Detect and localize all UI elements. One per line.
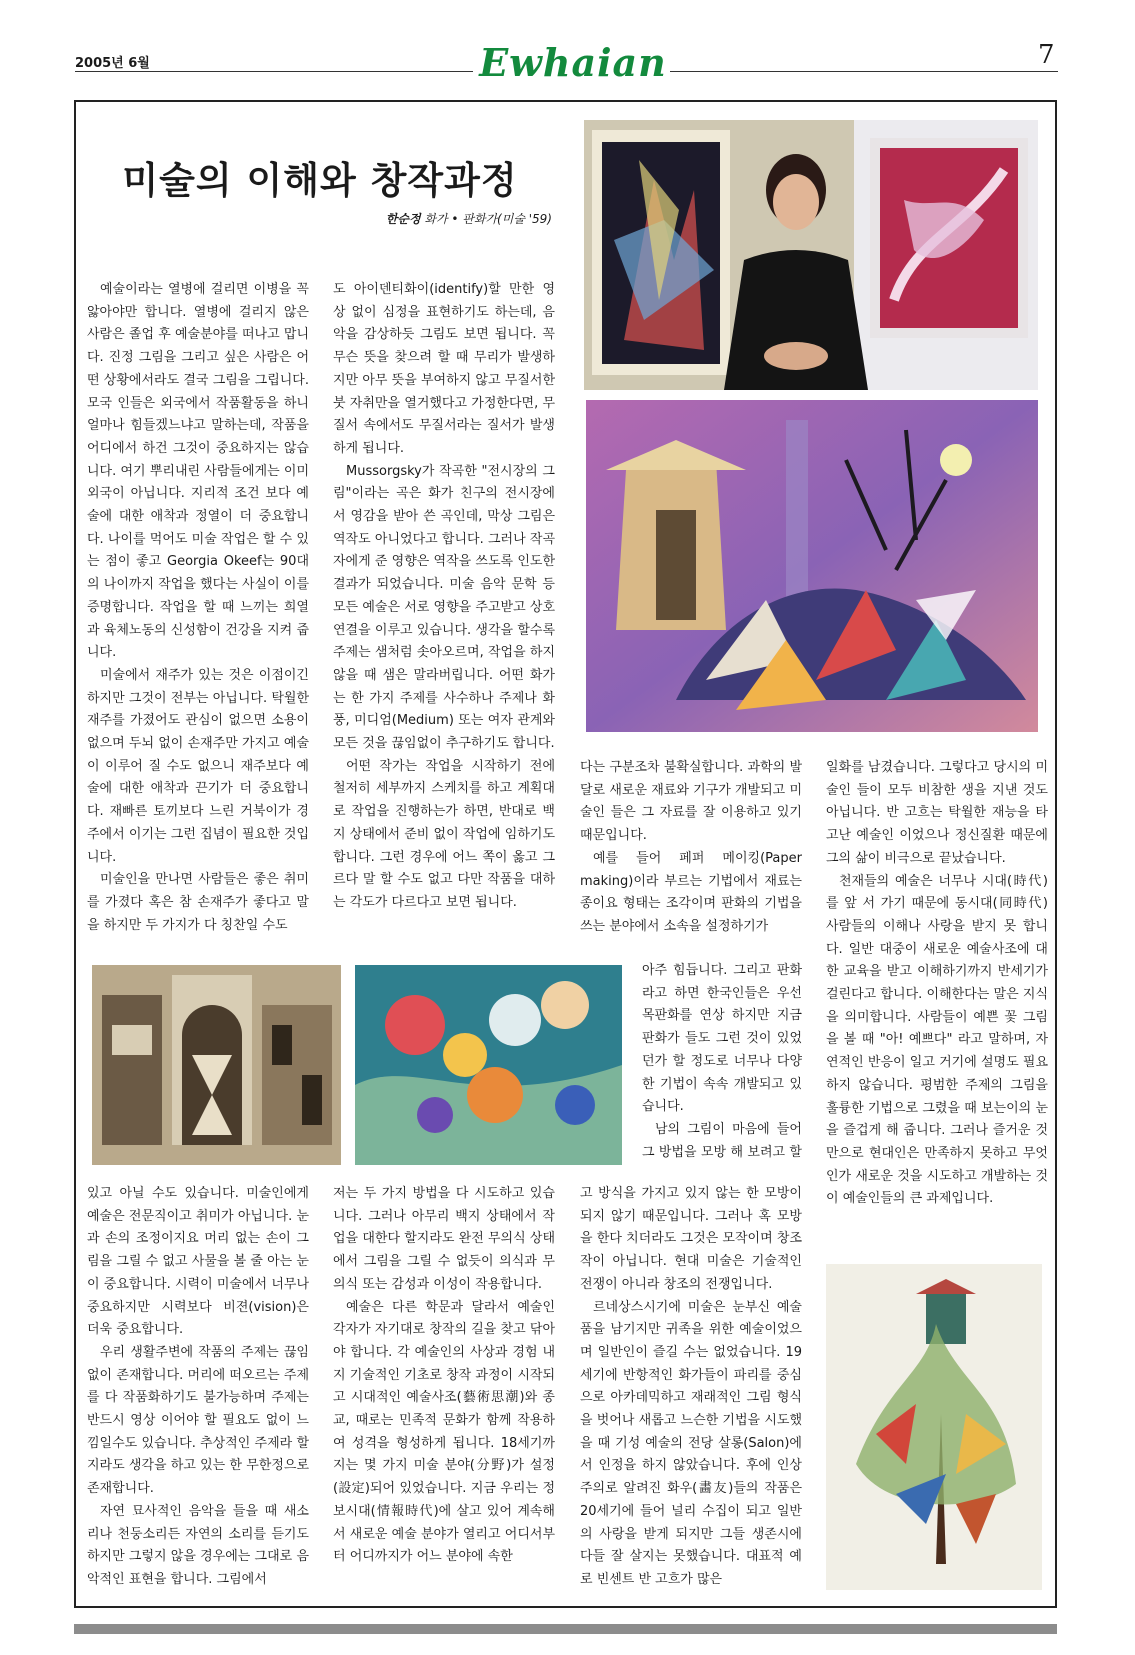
text-column-1-bottom	[87, 1183, 309, 1591]
paragraph: 다는 구분조차 불확실합니다. 과학의 발달로 새로운 재료와 기구가 개발되고 미술인 들은 그 자료를 잘 이용하고 있기 때문입니다.	[580, 760, 802, 844]
masthead-logo: Ewhaian	[479, 40, 667, 85]
text-column-2-top	[333, 279, 555, 937]
paragraph: 어떤 작가는 작업을 시작하기 전에 철저히 세부까지 스케치를 하고 계획대로 작업을 진행하는가 하면, 반대로 백지 상태에서 준비 없이 작업에 임하기도 합니다. 그런 경우에 어느 쪽이 옳고 그르다 말 할 수도 없고 다만 작품을 대하는 각도가 다르다고 보면 됩니다.	[333, 758, 555, 910]
paragraph: 예술은 다른 학문과 달라서 예술인 각자가 자기대로 창작의 길을 찾고 닦아야 합니다. 각 예술인의 사상과 경험 내지 기술적인 기초로 창작 과정이 시작되고 시대적인 예술사조(藝術思潮)와 종교, 때로는 민족적 문화가 함께 작용하여 성격을 형성하게 됩니다. 18세기까지는 몇 가지 미술 분야(分野)가 설정(設定)되어 있었습니다. 지금 우리는 정보시대(情報時代)에 살고 있어 계속해서 새로운 예술 분야가 열리고 어디서부터 어디까지가 어느 분야에 속한	[333, 1299, 555, 1565]
paragraph: 예술이라는 열병에 걸리면 이병을 꼭 앓아야만 합니다. 열병에 걸리지 않은 사람은 졸업 후 예술분야를 떠나고 맙니다. 진정 그림을 그리고 싶은 사람은 어떤 상황에서라도 결국 그림을 그립니다. 모국 인들은 외국에서 작품활동을 하니 얼마나 힘들겠느냐고 말하는데, 작품을 어디에서 하건 그것이 중요하지는 않습니다. 여기 뿌리내린 사람들에게는 이미 외국이 아닙니다. 지리적 조건 보다 예술에 대한 애착과 정열이 더 중요합니다. 나이를 먹어도 미술 작업은 할 수 있는 점이 좋고 Georgia Okeef는 90대의 나이까지 작업을 했다는 사실이 이를 증명합니다. 작업을 할 때 느끼는 희열과 육체노동의 신성함이 건강을 지켜 줍니다.	[87, 282, 309, 661]
paragraph: 아주 힘듭니다. 그리고 판화라고 하면 한국인들은 우선 목판화를 연상 하지만 지금 판화가 들도 그런 것이 있었던가 할 정도로 너무나 다양한 기법이 속속 개발되고 있습니다.	[642, 963, 802, 1115]
paragraph: 자연 묘사적인 음악을 들을 때 새소리나 천둥소리든 자연의 소리를 듣기도 하지만 그렇지 않을 경우에는 그대로 음악적인 표현을 합니다. 그림에서	[87, 1503, 309, 1587]
text-column-3-top	[580, 757, 802, 960]
paragraph: 도 아이덴티화이(identify)할 만한 영상 없이 심정을 표현하기도 하는데, 음악을 감상하듯 그림도 보면 됩니다. 꼭 무슨 뜻을 찾으려 할 때 무리가 발생하지만 아무 뜻을 부여하지 않고 무질서한 붓 자취만을 열거했다고 가정한다면, 무질서 속에서도 무질서라는 질서가 발생하게 됩니다.	[333, 282, 555, 456]
paragraph: 일화를 남겼습니다. 그렇다고 당시의 미술인 들이 모두 비참한 생을 지낸 것도 아닙니다. 반 고흐는 탁월한 재능을 타고난 예술인 이었으나 정신질환 때문에 그의 삶이 비극으로 끝났습니다.	[826, 760, 1048, 866]
text-column-1-top	[87, 279, 309, 937]
abstract-print	[355, 965, 622, 1165]
footer-bar	[74, 1624, 1057, 1634]
byline	[300, 210, 552, 227]
paragraph: 우리 생활주변에 작품의 주제는 끊임없이 존재합니다. 머리에 떠오르는 주제를 다 작품화하기도 불가능하며 주제는 반드시 영상 이어야 할 필요도 없이 느낌일수도 있습니다. 추상적인 주제라 할지라도 생각을 하고 있는 한 무한정으로 존재합니다.	[87, 1344, 309, 1497]
page-number: 7	[1038, 40, 1055, 70]
paragraph: 예를 들어 페퍼 메이킹(Paper making)이라 부르는 기법에서 재료는 종이요 형태는 조각이며 판화의 기법을 쓰는 분야에서 소속을 설정하기가	[580, 850, 802, 934]
paragraph: 천재들의 예술은 너무나 시대(時代)를 앞 서 가기 때문에 동시대(同時代) 사람들의 이해나 사랑을 받지 못 합니다. 일반 대중이 새로운 예술사조에 대한 교육을 받고 이해하기까지 반세기가 걸린다고 합니다. 이해한다는 말은 지식을 의미합니다. 사람들이 예쁜 꽃 그림을 볼 때 "아! 예쁘다" 라고 말하며, 자연적인 반응이 일고 거기에 설명도 필요하지 않습니다. 평범한 주제의 그림을 훌륭한 기법으로 그렸을 때 보는이의 눈을 즐겁게 해 줍니다. 그러나 즐거운 것만으로 현대인은 만족하지 못하고 무엇인가 새로운 것을 시도하고 개발하는 것이 예술인들의 큰 과제입니다.	[826, 873, 1048, 1207]
author-name: 한순정	[385, 212, 421, 226]
text-column-2-bottom	[333, 1183, 555, 1591]
paragraph: 고 방식을 가지고 있지 않는 한 모방이 되지 않기 때문입니다. 그러나 혹 모방을 한다 치더라도 그것은 모작이며 창조 작이 아닙니다. 현대 미술은 기술적인 전쟁이 아니라 창조의 전쟁입니다.	[580, 1186, 802, 1292]
paragraph: Mussorgsky가 작곡한 "전시장의 그림"이라는 곡은 화가 친구의 전시장에서 영감을 받아 쓴 곡인데, 막상 그림은 역작도 아니었다고 합니다. 그러나 작곡자에게 준 영향은 역작을 쓰도록 인도한 결과가 되었습니다. 미술 음악 문학 등 모든 예술은 서로 영향을 주고받고 상호 연결을 이루고 있습니다. 생각을 할수록 주제는 샘처럼 솟아오르며, 작업을 하지 않을 때 샘은 말라버립니다. 어떤 화가는 한 가지 주제를 사수하나 주제나 화풍, 미디엄(Medium) 또는 여자 관계와 모든 것을 끊임없이 추구하기도 합니다.	[333, 463, 555, 752]
text-column-3-middle	[642, 960, 802, 1162]
issue-date: 2005년 6월	[75, 56, 150, 71]
paragraph: 남의 그림이 마음에 들어 그 방법을 모방 해 보려고 할	[642, 1121, 802, 1160]
paragraph: 저는 두 가지 방법을 다 시도하고 있습니다. 그러나 아무리 백지 상태에서 작업을 대한다 할지라도 완전 무의식 상태에서 그림을 그릴 수 없듯이 의식과 무의식 또는 감성과 이성이 작용합니다.	[333, 1186, 555, 1292]
header-rule-left	[75, 71, 473, 72]
paragraph: 미술인을 만나면 사람들은 좋은 취미를 가졌다 혹은 참 손재주가 좋다고 말을 하지만 두 가지가 다 칭찬일 수도	[87, 872, 309, 933]
paragraph: 미술에서 재주가 있는 것은 이점이긴 하지만 그것이 전부는 아닙니다. 탁월한 재주를 가졌어도 관심이 없으면 소용이 없으며 두뇌 없이 손재주만 가지고 예술이 이루어 질 수도 없으니 재주보다 예술에 대한 애착과 끈기가 더 중요합니다. 재빠른 토끼보다 느린 거북이가 경주에서 이기는 그런 집념이 필요한 것입니다.	[87, 667, 309, 865]
artist-photo	[584, 120, 1038, 390]
text-column-4	[826, 757, 1048, 1234]
author-role: 화가 • 판화가(미술 '59)	[424, 212, 552, 226]
tree-print	[826, 1264, 1042, 1590]
header-rule-right	[670, 71, 1058, 72]
paragraph: 르네상스시기에 미술은 눈부신 예술품을 남기지만 귀족을 위한 예술이었으며 일반인이 즐길 수는 없었습니다. 19세기에 반항적인 화가들이 파리를 중심으로 아카데믹하고 재래적인 그림 형식을 벗어나 새롭고 느슨한 기법을 시도했을 때 기성 예술의 전당 살롱(Salon)에서 인정을 하지 않았습니다. 후에 인상주의로 알려진 화우(畵友)들의 작품은 20세기에 들어 널리 수집이 되고 일반의 사랑을 받게 되지만 그들 생존시에 다들 잘 살지는 못했습니다. 대표적 예로 빈센트 반 고흐가 많은	[580, 1299, 802, 1587]
text-column-3-bottom	[580, 1183, 802, 1591]
architecture-print	[92, 965, 341, 1165]
main-collage-print	[586, 400, 1038, 732]
paragraph: 있고 아닐 수도 있습니다. 미술인에게 예술은 전문직이고 취미가 아닙니다. 눈과 손의 조정이지요 머리 없는 손이 그림을 그릴 수 없고 사물을 볼 줄 아는 눈이 중요합니다. 시력이 미술에서 너무나 중요하지만 시력보다 비젼(vision)은 더욱 중요합니다.	[87, 1186, 309, 1338]
article-title: 미술의 이해와 창작과정	[122, 159, 518, 202]
